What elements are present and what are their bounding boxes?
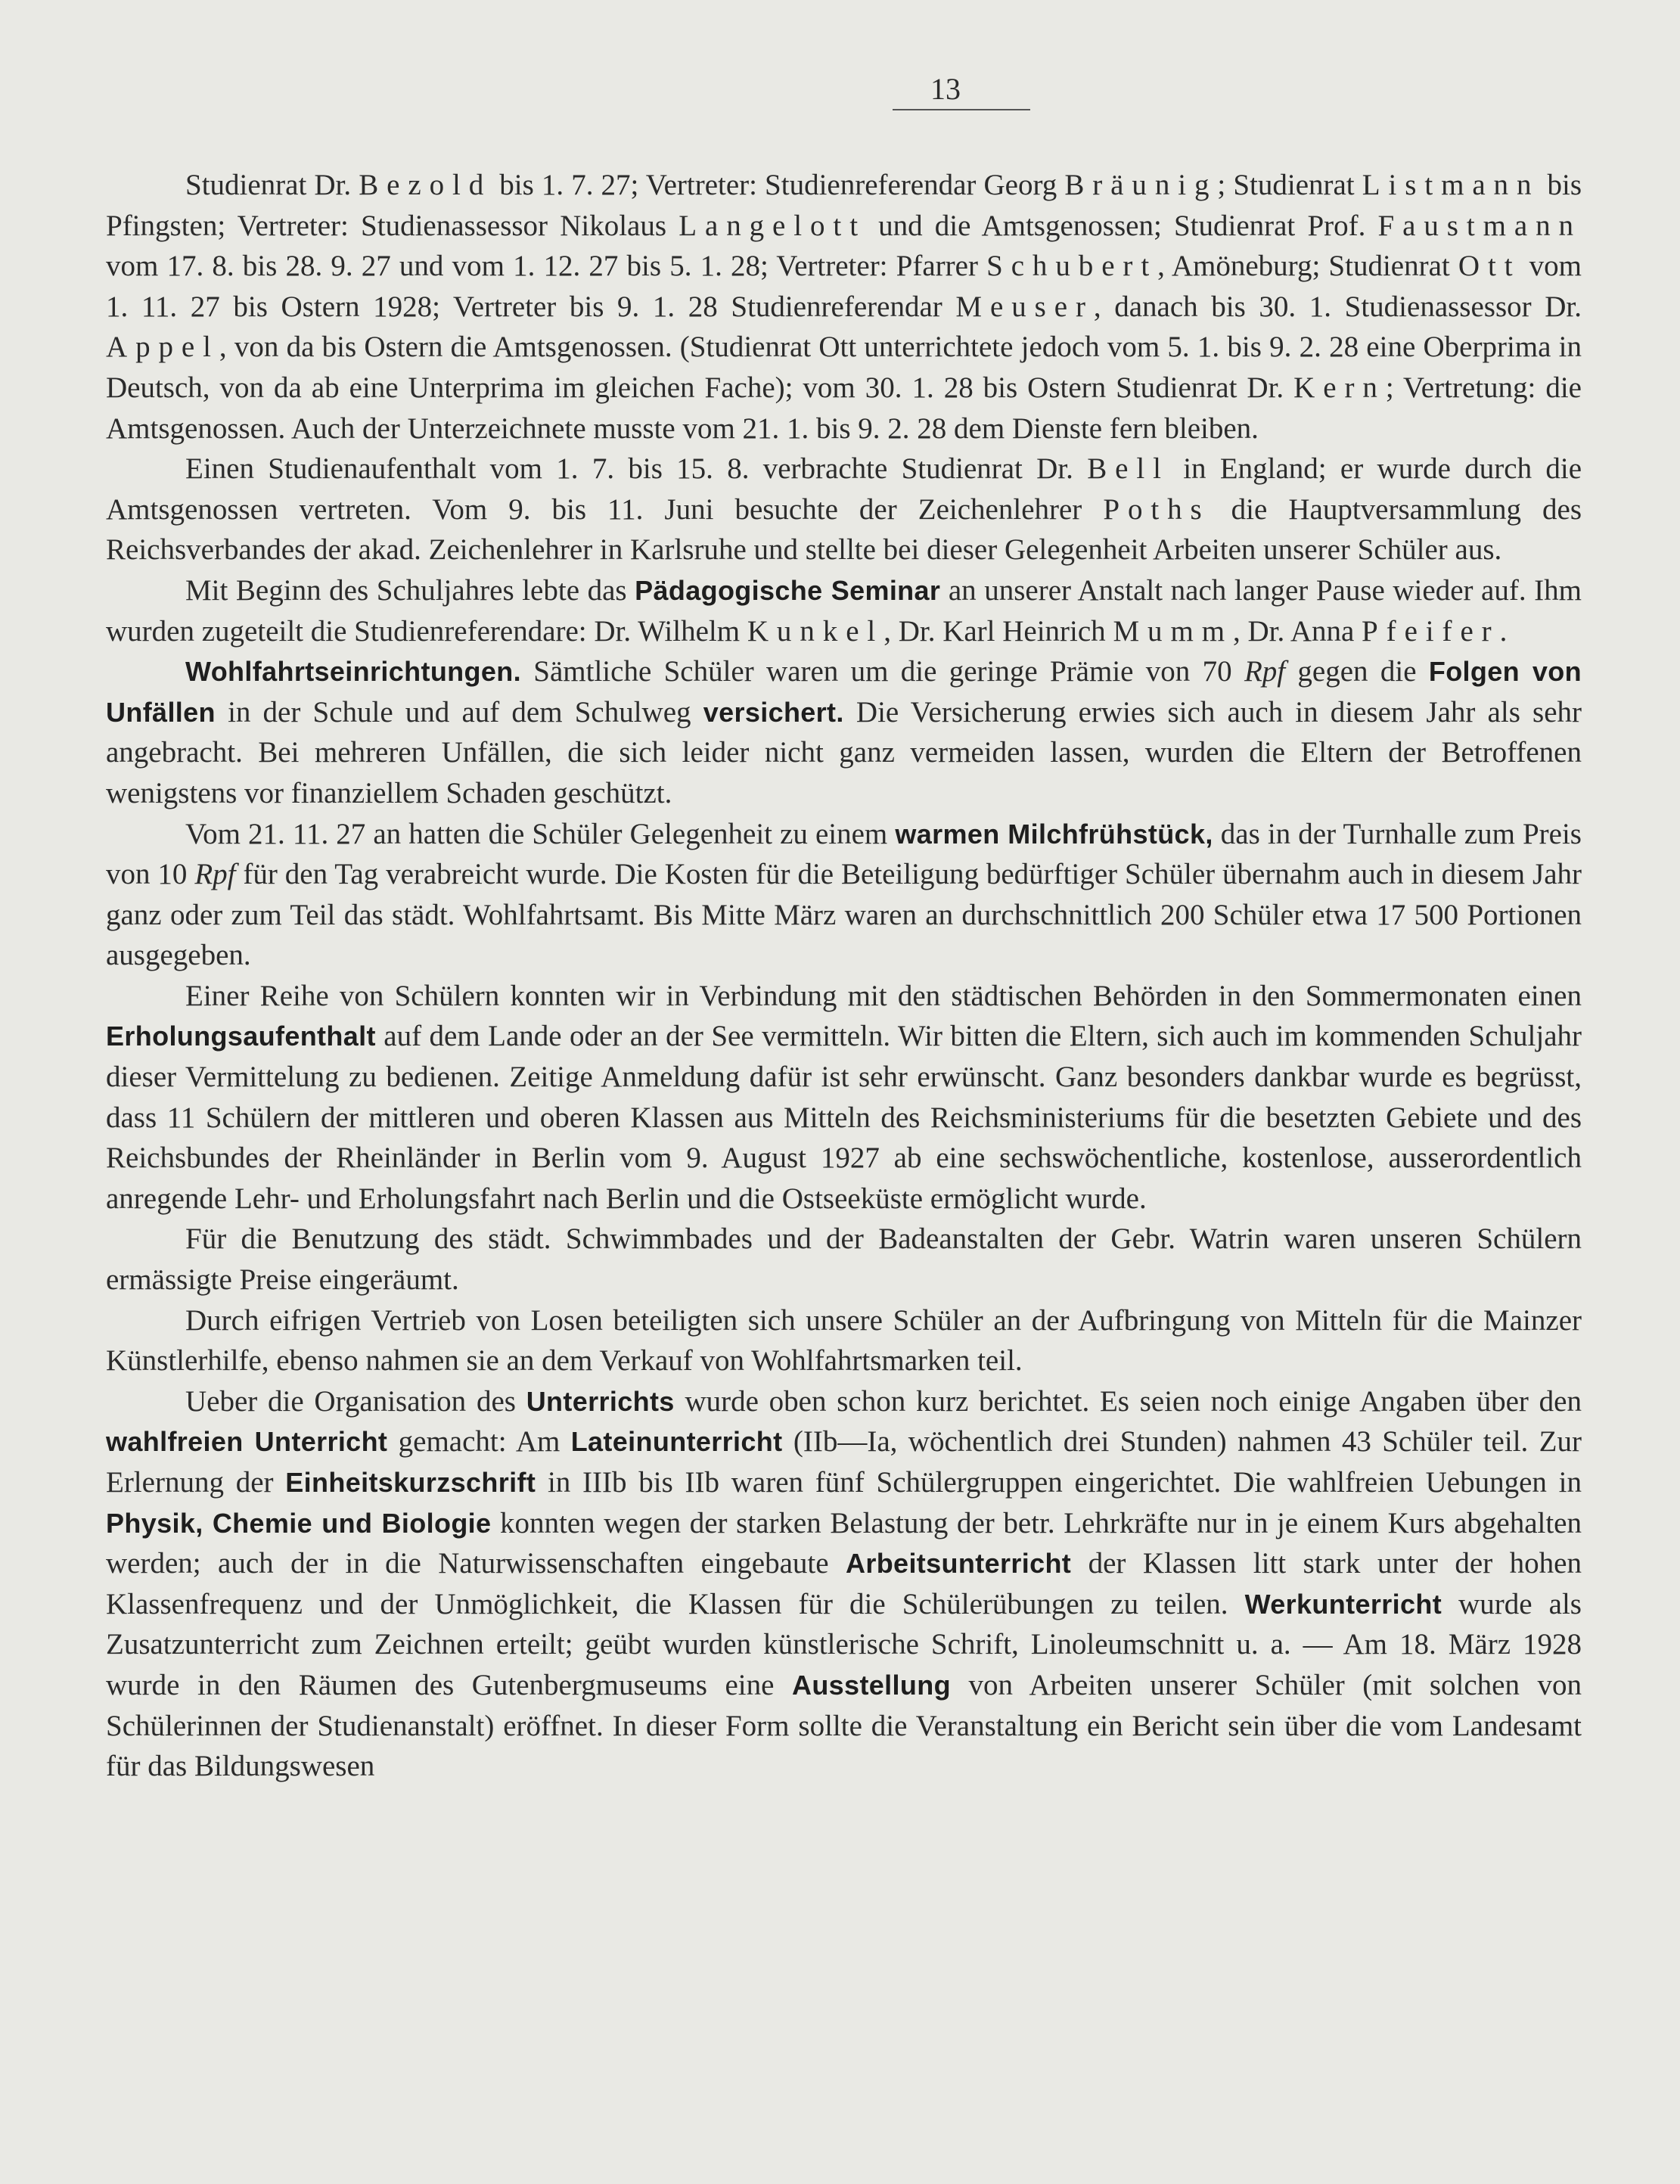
person-name: Pfeifer: [1362, 614, 1500, 648]
text-run: gegen die: [1285, 655, 1429, 688]
person-name: Langelott: [679, 209, 866, 242]
person-name: Bräunig: [1064, 169, 1218, 201]
person-name: Poths: [1103, 492, 1210, 526]
text-run: , danach bis 30. 1. Studienassessor Dr.: [1093, 290, 1582, 323]
paragraph-milk-breakfast: [106, 814, 1582, 976]
text-run: wurde als Zusatzunterricht zum Zeichnen erteilt; geübt wurden künstlerische Schrift, Linoleumschnitt u. a. — Am 18. März 1928 wurde in den Räumen des Gutenbergmuseums eine: [106, 1587, 1582, 1701]
text-run: Die Versicherung erwies sich auch in diesem Jahr als sehr angebracht. Bei mehreren Unfällen, die sich leider nicht ganz vermeiden lassen, wurden die Eltern der Betroffenen wenigstens vor finanziellem Schaden geschützt.: [106, 695, 1582, 809]
text-run: an unserer Anstalt nach langer Pause wieder auf. Ihm wurden zugeteilt die Studienreferendare: Dr. Wilhelm: [106, 573, 1582, 648]
bold-term: Ausstellung: [791, 1669, 951, 1701]
text-run: das in der Turnhalle zum Preis von 10: [106, 817, 1582, 891]
text-run: gemacht: Am: [387, 1425, 571, 1459]
bold-term: Erholungsaufenthalt: [106, 1021, 376, 1052]
italic-unit: Rpf: [1244, 655, 1286, 688]
paragraph-recreation: [106, 976, 1582, 1219]
text-run: bis Pfingsten; Vertreter: Studienassessor Nikolaus: [106, 169, 1582, 242]
person-name: Schubert: [986, 250, 1158, 283]
text-run: und die Amtsgenossen; Studienrat Prof.: [865, 209, 1378, 242]
page-number-rule: [893, 109, 1030, 110]
page-number: 13: [930, 72, 961, 106]
bold-term: wahlfreien Unterricht: [106, 1426, 388, 1458]
bold-term: Arbeitsunterricht: [845, 1548, 1072, 1580]
person-name: Bezold: [359, 169, 492, 201]
text-run: Vom 21. 11. 27 an hatten die Schüler Gelegenheit zu einem: [185, 817, 896, 850]
text-run: in der Schule und auf dem Schulweg: [215, 695, 703, 729]
text-run: .: [1499, 614, 1508, 648]
bold-term: Lateinunterricht: [570, 1426, 783, 1458]
person-name: Bell: [1087, 452, 1169, 486]
paragraph-welfare-insurance: [106, 651, 1582, 813]
paragraph-seminar: [106, 570, 1582, 651]
text-run: Ueber die Organisation des: [185, 1384, 526, 1418]
text-run: in IIIb bis IIb waren fünf Schülergruppen eingerichtet. Die wahlfreien Uebungen in: [536, 1466, 1582, 1499]
text-run: die Hauptversammlung des Reichsverbandes der akad. Zeichenlehrer in Karlsruhe und stellte bei dieser Gelegenheit Arbeiten unserer Schüler aus.: [106, 492, 1582, 567]
text-run: vom 1. 11. 27 bis Ostern 1928; Vertreter bis 9. 1. 28 Studienreferendar: [106, 250, 1582, 323]
person-name: Listmann: [1362, 169, 1540, 201]
text-run: Einen Studienaufenthalt vom 1. 7. bis 15. 8. verbrachte Studienrat Dr.: [185, 452, 1088, 486]
paragraph-study-stay: [106, 449, 1582, 570]
text-run: ; Vertretung: die Amtsgenossen. Auch der Unterzeichnete musste vom 21. 1. bis 9. 2. 28 dem Dienste fern bleiben.: [106, 371, 1582, 445]
text-run: Einer Reihe von Schülern konnten wir in Verbindung mit den städtischen Behörden in den Sommermonaten einen: [185, 979, 1582, 1012]
text-run: ; Studienrat: [1217, 169, 1362, 201]
bold-term: Wohlfahrtseinrichtungen.: [185, 656, 521, 688]
bold-term: Unterrichts: [526, 1385, 675, 1417]
person-name: Kern: [1293, 371, 1386, 404]
person-name: Kunkel: [747, 614, 884, 648]
text-run: , von da bis Ostern die Amtsgenossen. (Studienrat Ott unterrichtete jedoch vom 5. 1. bis 9. 2. 28 eine Oberprima in Deutsch, von da ab eine Unterprima im gleichen Fache); vom 30. 1. 28 bis Ostern Studienrat Dr.: [106, 331, 1582, 404]
text-run: , Dr. Karl Heinrich: [883, 614, 1113, 648]
paragraph-swimming: [106, 1219, 1582, 1300]
text-run: , Amöneburg; Studienrat: [1157, 250, 1458, 283]
text-run: von Arbeiten unserer Schüler (mit solchen von Schülerinnen der Studienanstalt) eröffnet. In dieser Form sollte die Veranstaltung ein Bericht sein über die vom Landesamt für das Bildungswesen: [106, 1668, 1582, 1783]
bold-term: Werkunterricht: [1244, 1588, 1442, 1620]
text-run: bis 1. 7. 27; Vertreter: Studienreferendar Georg: [492, 169, 1065, 201]
text-run: der Klassen litt stark unter der hohen Klassenfrequenz und der Unmöglichkeit, die Klassen für die Schülerübungen zu teilen.: [106, 1547, 1582, 1620]
text-run: Studienrat Dr.: [185, 169, 359, 201]
italic-unit: Rpf: [194, 858, 236, 891]
paragraph-staff-substitutions: [106, 165, 1582, 449]
text-run: Durch eifrigen Vertrieb von Losen beteiligten sich unsere Schüler an der Aufbringung von Mitteln für die Mainzer Künstlerhilfe, ebenso nahmen sie an dem Verkauf von Wohlfahrtsmarken teil.: [106, 1303, 1582, 1378]
person-name: Ott: [1458, 250, 1521, 283]
text-run: auf dem Lande oder an der See vermitteln. Wir bitten die Eltern, sich auch im kommenden Schuljahr dieser Vermittelung zu bedienen. Zeitige Anmeldung dafür ist sehr erwünscht. Ganz besonders dankbar wurde es begrüsst, dass 11 Schülern der mittleren und oberen Klassen aus Mitteln des Reichsministeriums für die besetzten Gebiete und des Reichsbundes der Rheinländer in Berlin vom 9. August 1927 ab eine sechswöchentliche, kostenlose, ausserordentlich anregende Lehr- und Erholungsfahrt nach Berlin und die Ostseeküste ermöglicht wurde.: [106, 1020, 1582, 1215]
paragraph-lottery: [106, 1300, 1582, 1381]
bold-term: versichert.: [703, 696, 844, 728]
person-name: Meuser: [955, 290, 1094, 323]
person-name: Faustmann: [1377, 209, 1582, 242]
text-run: vom 17. 8. bis 28. 9. 27 und vom 1. 12. 27 bis 5. 1. 28; Vertreter: Pfarrer: [106, 250, 987, 283]
body-text: [106, 165, 1582, 1787]
text-run: (IIb—Ia, wöchentlich drei Stunden) nahmen 43 Schüler teil. Zur Erlernung der: [106, 1425, 1582, 1499]
bold-term: Einheitskurzschrift: [285, 1467, 536, 1498]
text-run: in England; er wurde durch die Amtsgenossen vertreten. Vom 9. bis 11. Juni besuchte der Zeichenlehrer: [106, 452, 1582, 526]
text-run: , Dr. Anna: [1232, 614, 1362, 648]
paragraph-instruction: [106, 1381, 1582, 1787]
text-run: Für die Benutzung des städt. Schwimmbades und der Badeanstalten der Gebr. Watrin waren unseren Schülern ermässigte Preise eingeräumt.: [106, 1222, 1582, 1297]
text-run: wurde oben schon kurz berichtet. Es seien noch einige Angaben über den: [674, 1384, 1582, 1418]
bold-term: Folgen von Unfällen: [106, 656, 1582, 728]
bold-term: warmen Milchfrühstück,: [895, 818, 1213, 850]
bold-term: Physik, Chemie und Biologie: [106, 1507, 492, 1539]
text-run: für den Tag verabreicht wurde. Die Kosten für die Beteiligung bedürftiger Schüler übernahm auch in diesem Jahr ganz oder zum Teil das städt. Wohlfahrtsamt. Bis Mitte März waren an durchschnittlich 200 Schüler etwa 17 500 Portionen ausgegeben.: [106, 858, 1582, 972]
person-name: Mumm: [1113, 614, 1233, 648]
text-run: Mit Beginn des Schuljahres lebte das: [185, 573, 635, 607]
text-run: Sämtliche Schüler waren um die geringe Prämie von 70: [520, 655, 1244, 688]
person-name: Appel: [106, 331, 219, 364]
bold-term: Pädagogische Seminar: [635, 574, 941, 606]
text-run: konnten wegen der starken Belastung der betr. Lehrkräfte nur in je einem Kurs abgehalten werden; auch der in die Naturwissenschaften eingebaute: [106, 1506, 1582, 1580]
page-header: [106, 67, 1582, 120]
